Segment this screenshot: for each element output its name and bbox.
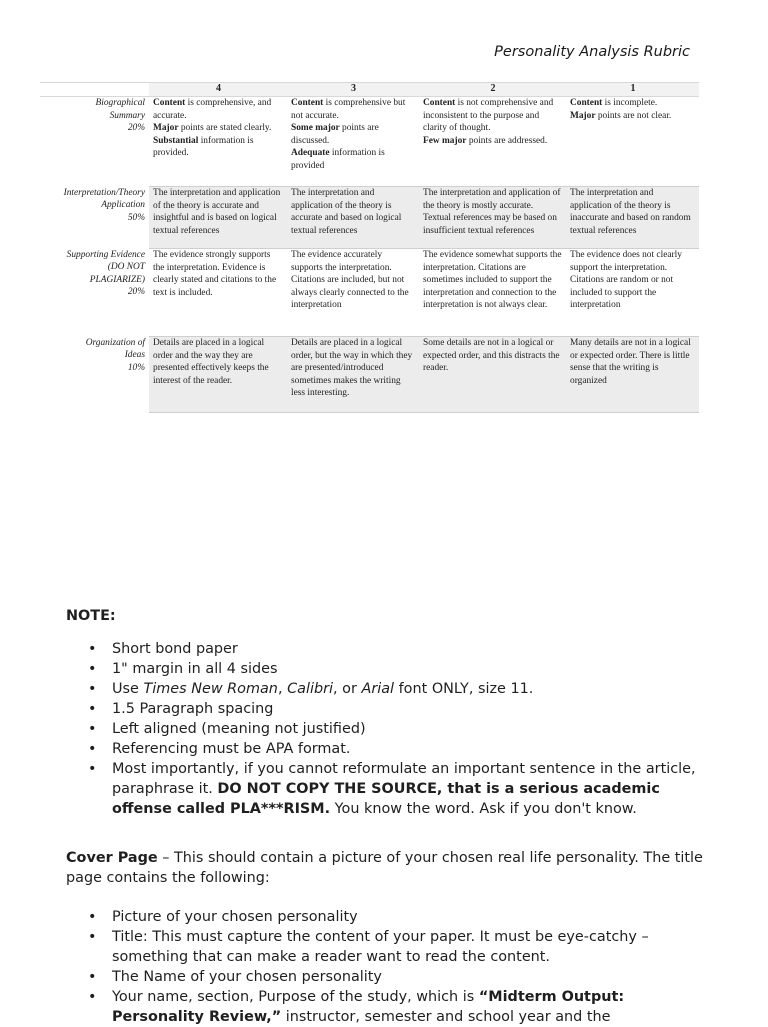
list-item-text: , [277, 681, 288, 697]
list-item-text: font ONLY, size 11. [394, 681, 534, 697]
criterion-cell [40, 337, 149, 413]
criterion-weight: 20% [127, 287, 145, 298]
cell-keyword: Content [423, 98, 456, 108]
bullet-icon: • [88, 641, 97, 657]
list-item [66, 987, 706, 1027]
cell-text: is not comprehensive and inconsistent to the purpose and clarity of thought. [423, 98, 554, 134]
list-item-text: The Name of your chosen personality [112, 969, 382, 985]
cell-keyword: Major [153, 123, 179, 134]
list-item [66, 739, 706, 759]
list-item-text: , or [333, 681, 362, 697]
warning-text: DO NOT COPY THE SOURCE, that is a serious academic offense called PLA***RISM. [112, 781, 660, 817]
list-item [66, 907, 706, 927]
bullet-icon: • [88, 969, 97, 985]
rubric-cell: The interpretation and application of the theory is inaccurate and based on random textual references [566, 187, 699, 249]
list-item [66, 719, 706, 739]
list-item-text: You know the word. Ask if you don't know. [330, 801, 637, 817]
rubric-cell: Many details are not in a logical or expected order. There is little sense that the writing is organized [566, 337, 699, 413]
criterion-name: Organization of [85, 337, 145, 348]
list-item-text: Use [112, 681, 144, 697]
bullet-icon: • [88, 701, 97, 717]
score-header-1: 1 [566, 83, 699, 97]
cell-text: points are stated clearly. [178, 123, 272, 134]
score-header-3: 3 [287, 83, 419, 97]
cell-text: points are not clear. [595, 110, 672, 121]
bullet-icon: • [88, 909, 97, 925]
rubric-corner-cell [40, 83, 149, 97]
list-item-text: Referencing must be APA format. [112, 741, 351, 757]
criterion-name: Interpretation/Theory Application [63, 187, 145, 211]
bullet-icon: • [88, 721, 97, 737]
rubric-cell: Details are placed in a logical order and the way they are presented effectively keeps the interest of the reader. [149, 337, 287, 413]
bullet-icon: • [88, 761, 97, 777]
cell-text: is comprehensive, and accurate. [153, 98, 272, 121]
cover-page-text: – This should contain a picture of your chosen real life personality. The title page contains the following: [66, 850, 703, 886]
rubric-cell: Details are placed in a logical order, but the way in which they are presented/introduced sometimes makes the writing less interesting. [287, 337, 419, 413]
bullet-icon: • [88, 929, 97, 945]
font-name: Arial [361, 681, 395, 697]
cell-text: information is provided [291, 148, 385, 171]
notes-section [66, 606, 706, 1027]
rubric-cell [566, 97, 699, 187]
bullet-icon: • [88, 989, 97, 1005]
note-heading: NOTE: [66, 608, 116, 624]
rubric-cell: The interpretation and application of the theory is accurate and insightful and is based on logical textual references [149, 187, 287, 249]
criterion-name: Ideas [124, 350, 145, 361]
criterion-name: (DO NOT [107, 262, 145, 273]
cover-page-label: Cover Page [66, 850, 158, 866]
list-item [66, 927, 706, 967]
list-item [66, 759, 706, 819]
rubric-cell [287, 97, 419, 187]
cell-text: is comprehensive but not accurate. [291, 98, 406, 121]
rubric-cell: The evidence does not clearly support the interpretation. Citations are random or not included to support the interpretation [566, 249, 699, 337]
criterion-name: PLAGIARIZE) [89, 274, 145, 285]
list-item-text: 1" margin in all 4 sides [112, 661, 278, 677]
rubric-table [40, 82, 699, 413]
list-item-text: Left aligned (meaning not justified) [112, 721, 366, 737]
bullet-icon: • [88, 741, 97, 757]
rubric-cell [149, 97, 287, 187]
list-item [66, 699, 706, 719]
note-list [66, 639, 706, 819]
bullet-icon: • [88, 661, 97, 677]
rubric-header-row [40, 83, 699, 97]
list-item-text: instructor, semester and school year and the [281, 1009, 611, 1025]
criterion-cell [40, 249, 149, 337]
criterion-cell [40, 187, 149, 249]
list-item [66, 967, 706, 987]
emphasis-text: “Midterm Output: Personality Review,” [112, 989, 625, 1025]
list-item-text: Title: This must capture the content of your paper. It must be eye-catchy – something that can make a reader want to read the content. [112, 929, 649, 965]
criterion-weight: 20% [127, 123, 145, 134]
font-name: Calibri [287, 681, 334, 697]
cell-keyword: Content [291, 98, 324, 108]
font-name: Times New Roman [143, 681, 278, 697]
cell-text: points are discussed. [291, 123, 379, 146]
cover-page-section [66, 848, 706, 1027]
list-item [66, 659, 706, 679]
list-item-text: 1.5 Paragraph spacing [112, 701, 274, 717]
cover-page-paragraph [66, 848, 706, 888]
cell-keyword: Few major [423, 135, 467, 146]
criterion-name: Biographical [95, 98, 145, 108]
criterion-cell [40, 97, 149, 187]
rubric-cell: The interpretation and application of the theory is accurate and based on logical textual references [287, 187, 419, 249]
criterion-weight: 50% [127, 212, 145, 223]
criterion-weight: 10% [127, 362, 145, 373]
cell-keyword: Some major [291, 123, 340, 134]
criterion-name: Supporting Evidence [66, 249, 145, 260]
rubric-cell: The evidence strongly supports the interpretation. Evidence is clearly stated and citations to the text is included. [149, 249, 287, 337]
rubric-cell: Some details are not in a logical or expected order, and this distracts the reader. [419, 337, 566, 413]
list-item-text: Picture of your chosen personality [112, 909, 358, 925]
rubric-cell [419, 97, 566, 187]
cell-keyword: Substantial [153, 135, 199, 146]
list-item [66, 639, 706, 659]
rubric-row-evidence [40, 249, 699, 337]
list-item [66, 679, 706, 699]
rubric-cell: The evidence somewhat supports the interpretation. Citations are sometimes included to support the interpretation and connection to the interpretation is not always clear. [419, 249, 566, 337]
score-header-2: 2 [419, 83, 566, 97]
rubric-row-biographical [40, 97, 699, 187]
rubric-row-organization [40, 337, 699, 413]
bullet-icon: • [88, 681, 97, 697]
cell-text: information is provided. [153, 135, 254, 159]
cell-text: is incomplete. [602, 98, 658, 108]
cell-text: points are addressed. [466, 135, 548, 146]
cell-keyword: Adequate [291, 148, 330, 159]
list-item-text: Your name, section, Purpose of the study, which is [112, 989, 479, 1005]
rubric-row-interpretation [40, 187, 699, 249]
document-title: Personality Analysis Rubric [494, 44, 690, 60]
cover-list [66, 907, 706, 1027]
rubric-cell: The interpretation and application of the theory is mostly accurate. Textual references may be based on insufficient textual references [419, 187, 566, 249]
criterion-name: Summary [109, 110, 145, 121]
cell-keyword: Content [570, 98, 603, 108]
list-item-text: Most importantly, if you cannot reformulate an important sentence in the article, paraphrase it. [112, 761, 696, 797]
cell-keyword: Major [570, 110, 596, 121]
score-header-4: 4 [149, 83, 287, 97]
cell-keyword: Content [153, 98, 186, 108]
list-item-text: Short bond paper [112, 641, 238, 657]
rubric-cell: The evidence accurately supports the interpretation. Citations are included, but not always clearly connected to the interpretation [287, 249, 419, 337]
